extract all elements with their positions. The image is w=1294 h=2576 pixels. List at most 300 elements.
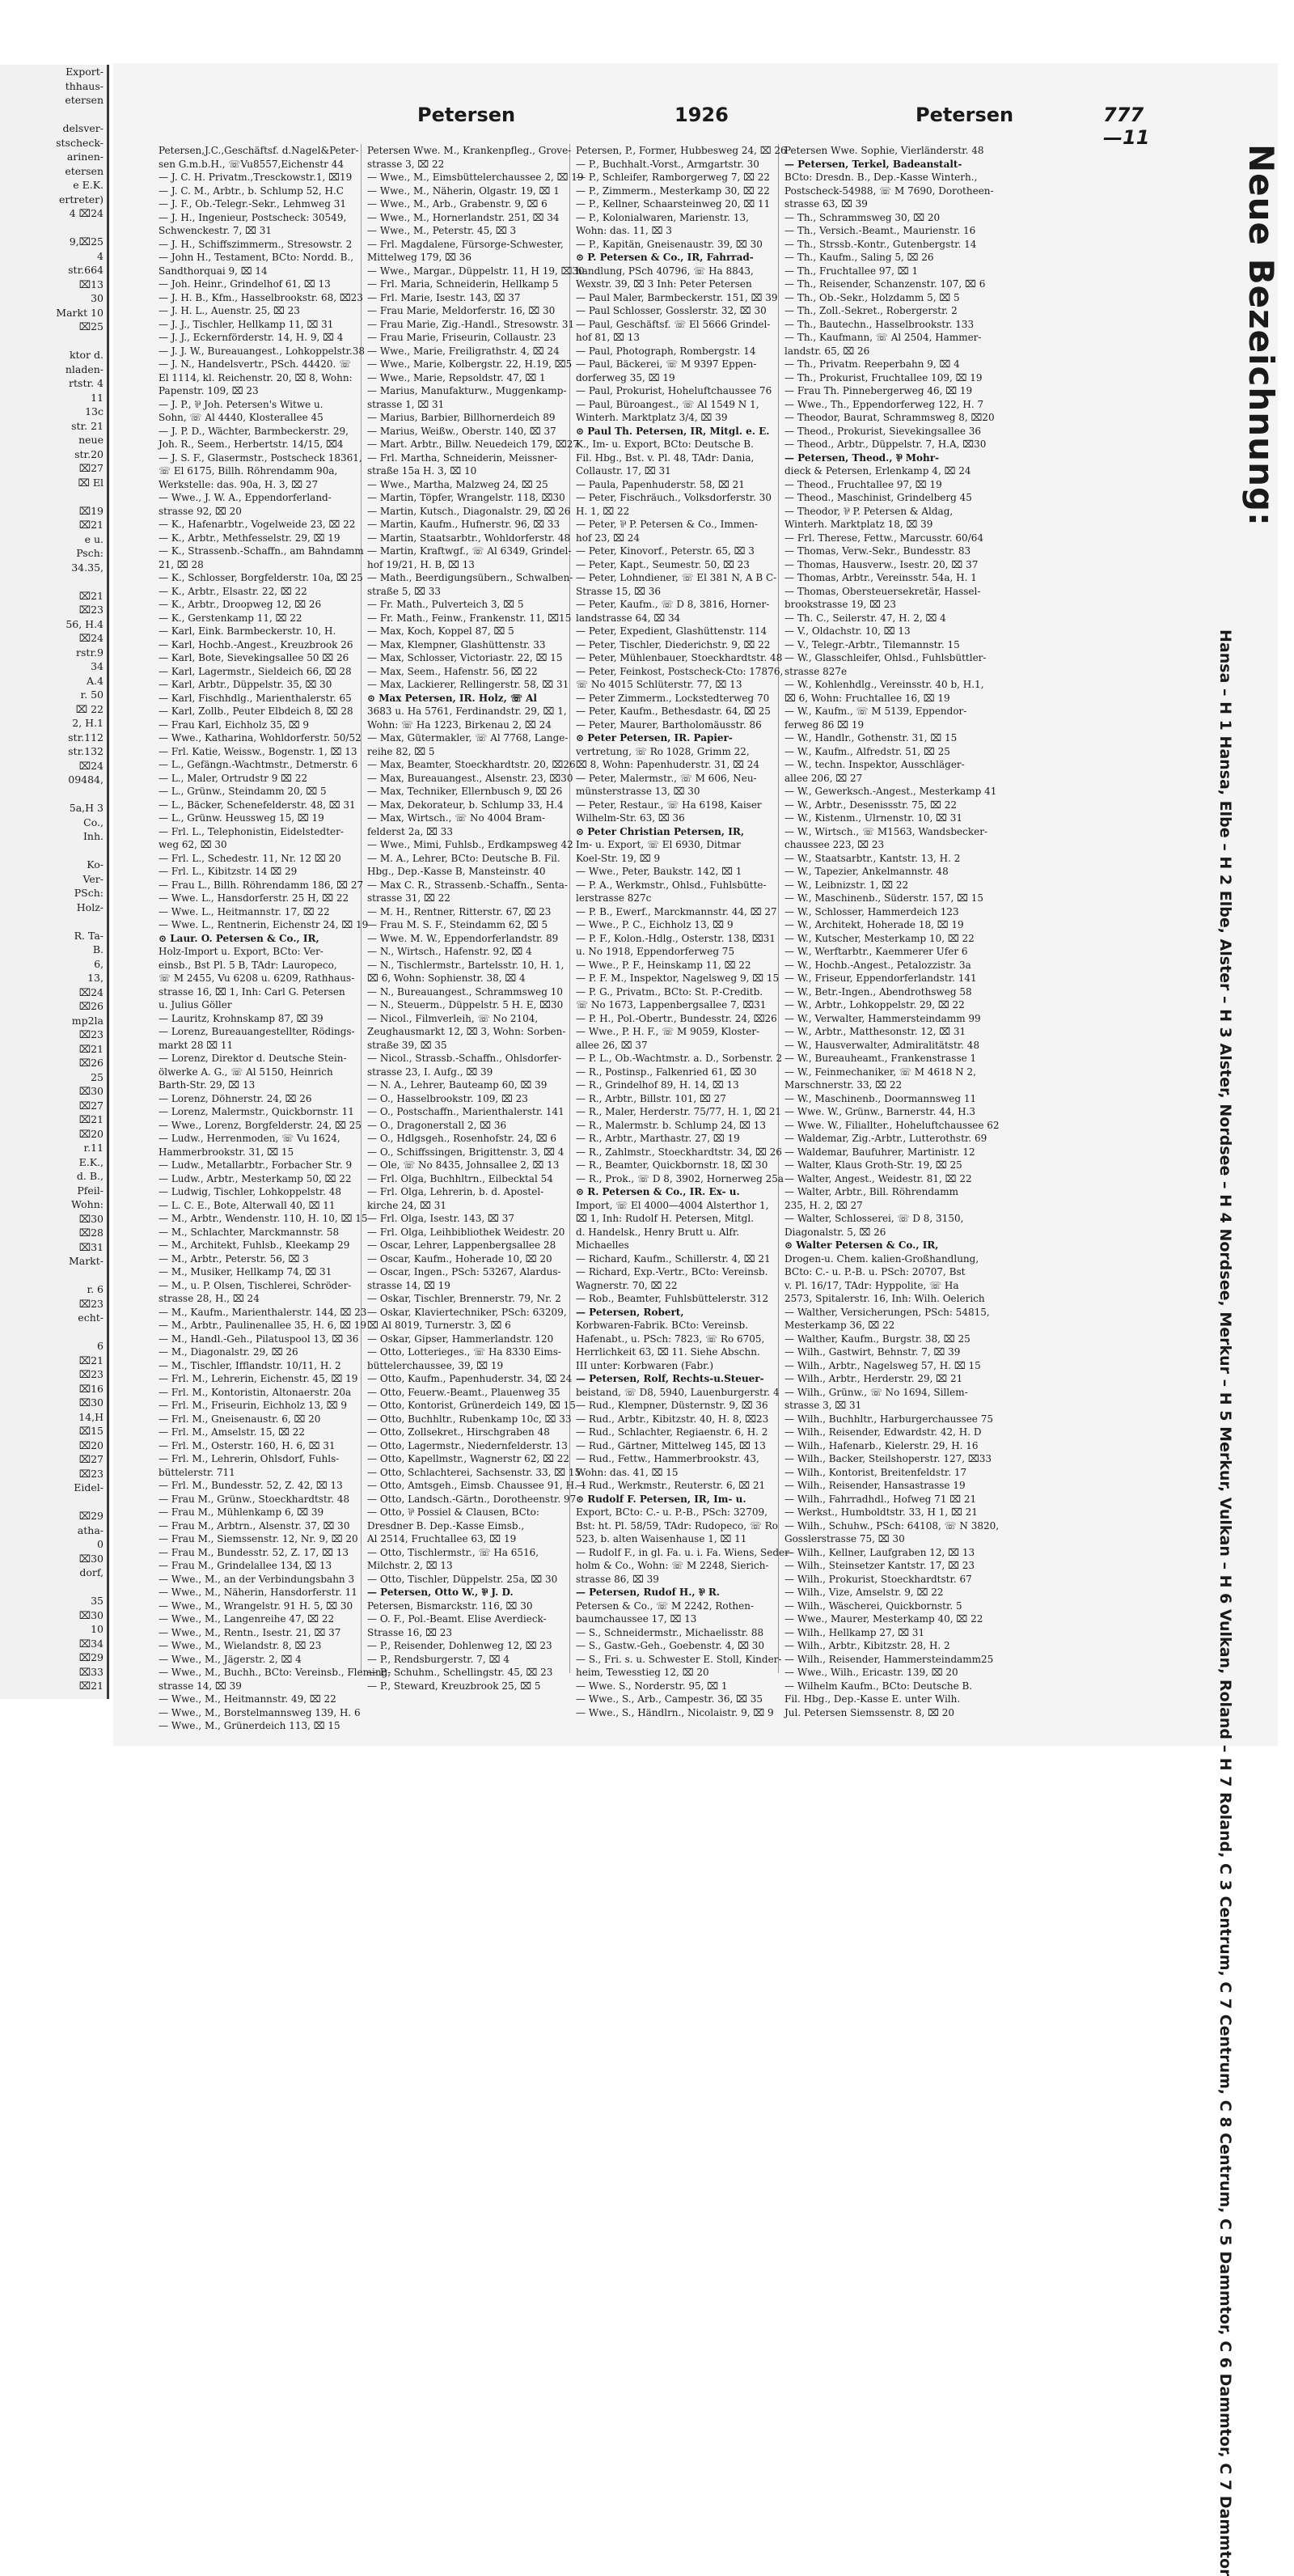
directory-entry: — M., Arbtr., Paulinenallee 35, H. 6, ⌧ 19 bbox=[159, 1320, 366, 1331]
directory-entry: Joh. R., Seem., Herbertstr. 14/15, ⌧4 bbox=[159, 439, 344, 450]
directory-entry: — Th., Kaufmann, ☏ Al 2504, Hammer- bbox=[784, 332, 982, 343]
directory-entry: — Peter, Kaufm., ☏ D 8, 3816, Horner- bbox=[576, 599, 770, 610]
directory-entry: — K., Strassenb.-Schaffn., am Bahndamm bbox=[159, 545, 364, 557]
directory-entry: — Waldemar, Zig.-Arbtr., Lutterothstr. 69 bbox=[784, 1133, 987, 1144]
directory-entry: — Frl. M., Osterstr. 160, H. 6, ⌧ 31 bbox=[159, 1439, 336, 1451]
previous-page-fragment: Export- bbox=[66, 66, 104, 78]
previous-page-fragment: ⌧30 bbox=[78, 1552, 104, 1565]
previous-page-fragment: ⌧27 bbox=[78, 1453, 104, 1465]
directory-entry: — J. H. L., Auenstr. 25, ⌧ 23 bbox=[159, 305, 300, 316]
directory-entry: — Petersen, Theod., ⅌ Mohr- bbox=[784, 451, 940, 464]
directory-entry: — Paul, Geschäftsf. ☏ El 5666 Grindel- bbox=[576, 318, 771, 330]
directory-column-2 bbox=[367, 144, 587, 1692]
directory-entry: — S., Gastw.-Geh., Goebenstr. 4, ⌧ 30 bbox=[576, 1640, 764, 1651]
previous-page-fragment: Ver- bbox=[82, 872, 104, 885]
directory-entry: — Theodor, ⅌ P. Petersen & Aldag, bbox=[784, 505, 954, 517]
directory-entry: — Peter, Mühlenbauer, Stoeckhardtstr. 48 bbox=[576, 652, 783, 663]
directory-entry: — Wwe. W., Grünw., Barnerstr. 44, H.3 bbox=[784, 1106, 976, 1117]
directory-entry: — M., Musiker, Hellkamp 74, ⌧ 31 bbox=[159, 1266, 332, 1277]
directory-entry: 523, b. alten Waisenhause 1, ⌧ 11 bbox=[576, 1533, 747, 1544]
directory-entry: — Lorenz, Döhnerstr. 24, ⌧ 26 bbox=[159, 1092, 312, 1104]
directory-entry: — Otto, Lotterieges., ☏ Ha 8330 Eims- bbox=[367, 1346, 561, 1358]
directory-entry: — Otto, Lagermstr., Niedernfelderstr. 13 bbox=[367, 1439, 568, 1451]
directory-entry: — R., Zahlmstr., Stoeckhardtstr. 34, ⌧ 26 bbox=[576, 1146, 782, 1158]
directory-entry: — Th., Strssb.-Kontr., Gutenbergstr. 14 bbox=[784, 238, 977, 250]
directory-entry: — P. G., Privatm., BCto: St. P.-Creditb. bbox=[576, 985, 763, 998]
previous-page-fragment: ⌧23 bbox=[78, 1467, 104, 1480]
directory-entry: — Frl. Marie, Isestr. 143, ⌧ 37 bbox=[367, 291, 521, 303]
directory-entry: — Wwe., M., Rentn., Isestr. 21, ⌧ 37 bbox=[159, 1626, 341, 1638]
directory-entry: Papenstr. 109, ⌧ 23 bbox=[159, 385, 259, 396]
directory-entry: — Lorenz, Direktor d. Deutsche Stein- bbox=[159, 1053, 347, 1064]
directory-entry: — Marius, Manufakturw., Muggenkamp- bbox=[367, 385, 567, 396]
directory-entry: — Wwe. W., Filiallter., Hoheluftchaussee 62 bbox=[784, 1119, 1000, 1131]
directory-entry: — John H., Testament, BCto: Nordd. B., bbox=[159, 252, 354, 263]
directory-entry: — Wilh., Reisender, Edwardstr. 42, H. D bbox=[784, 1426, 982, 1438]
previous-page-fragment: nladen- bbox=[65, 362, 104, 375]
directory-entry: — Walther, Versicherungen, PSch: 54815, bbox=[784, 1306, 990, 1318]
directory-entry: — O. F., Pol.-Beamt. Elise Averdieck- bbox=[367, 1613, 547, 1625]
directory-entry: — Thomas, Hausverw., Isestr. 20, ⌧ 37 bbox=[784, 558, 979, 570]
directory-entry: landstr. 65, ⌧ 26 bbox=[784, 345, 870, 357]
directory-entry: — Otto, Tischler, Düppelstr. 25a, ⌧ 30 bbox=[367, 1573, 558, 1585]
previous-page-fragment: Markt- bbox=[68, 1255, 104, 1267]
previous-page-fragment bbox=[0, 1325, 107, 1340]
directory-entry: — W., Staatsarbtr., Kantstr. 13, H. 2 bbox=[784, 852, 961, 864]
directory-entry: — Wilh., Gastwirt, Behnstr. 7, ⌧ 39 bbox=[784, 1346, 961, 1358]
directory-entry: — Wwe., Th., Eppendorferweg 122, H. 7 bbox=[784, 398, 984, 410]
previous-page-fragment: 11 bbox=[91, 391, 104, 404]
directory-entry: — Wwe., M., an der Verbindungsbahn 3 bbox=[159, 1573, 355, 1585]
directory-entry: — Paul, Büroangest., ☏ Al 1549 N 1, bbox=[576, 398, 759, 410]
previous-page-fragment: ⌧ 22 bbox=[75, 702, 104, 715]
previous-page-fragment bbox=[0, 221, 107, 235]
directory-entry: ⌧ 6, Wohn: Sophienstr. 38, ⌧ 4 bbox=[367, 972, 526, 984]
directory-entry: — Frl. M., Kontoristin, Altonaerstr. 20a bbox=[159, 1386, 352, 1398]
directory-entry: — W., Leibnizstr. 1, ⌧ 22 bbox=[784, 879, 909, 891]
directory-entry: — M., Schlachter, Marckmannstr. 58 bbox=[159, 1226, 340, 1238]
previous-page-fragment: 9,⌧25 bbox=[69, 235, 104, 248]
directory-entry: — Wwe., M., Wielandstr. 8, ⌧ 23 bbox=[159, 1640, 322, 1651]
directory-entry: H. 1, ⌧ 22 bbox=[576, 505, 630, 517]
directory-entry: — P., Kellner, Schaarsteinweg 20, ⌧ 11 bbox=[576, 198, 771, 210]
previous-page-fragment: ⌧20 bbox=[78, 1127, 104, 1140]
directory-entry: Korbwaren-Fabrik. BCto: Vereinsb. bbox=[576, 1320, 749, 1331]
previous-page-fragment: ⌧19 bbox=[78, 504, 104, 517]
directory-entry: vertretung, ☏ Ro 1028, Grimm 22, bbox=[576, 745, 750, 757]
directory-entry: markt 28 ⌧ 11 bbox=[159, 1039, 234, 1051]
directory-entry: — Wwe., S., Arb., Campestr. 36, ⌧ 35 bbox=[576, 1693, 763, 1705]
directory-entry: allee 206, ⌧ 27 bbox=[784, 772, 863, 784]
directory-entry: — Wwe., M., Wrangelstr. 91 H. 5, ⌧ 30 bbox=[159, 1599, 353, 1612]
directory-entry: — Petersen, Rolf, Rechts-u.Steuer- bbox=[576, 1373, 764, 1384]
directory-entry: landstrasse 64, ⌧ 34 bbox=[576, 612, 681, 624]
directory-entry: — S., Fri. s. u. Schwester E. Stoll, Kinder- bbox=[576, 1653, 782, 1665]
directory-entry: — Peter, Expedient, Glashüttenstr. 114 bbox=[576, 625, 768, 637]
directory-entry: — Marius, Weißw., Oberstr. 140, ⌧ 37 bbox=[367, 425, 556, 437]
directory-entry: — Otto, Kaufm., Papenhuderstr. 34, ⌧ 24 bbox=[367, 1373, 573, 1384]
directory-entry: — Oskar, Gipser, Hammerlandstr. 120 bbox=[367, 1332, 554, 1345]
directory-entry: holm & Co., Wohn: ☏ M 2248, Sierich- bbox=[576, 1560, 769, 1571]
directory-entry: — Th., Bautechn., Hasselbrookstr. 133 bbox=[784, 318, 975, 330]
directory-entry: — Frl. Olga, Isestr. 143, ⌧ 37 bbox=[367, 1213, 514, 1224]
directory-entry: — L., Bäcker, Schenefelderstr. 48, ⌧ 31 bbox=[159, 799, 356, 811]
directory-entry: — P., Zimmerm., Mesterkamp 30, ⌧ 22 bbox=[576, 184, 770, 197]
directory-entry: — Wilh., Wäscherei, Quickbornstr. 5 bbox=[784, 1599, 962, 1612]
directory-entry: Petersen, Bismarckstr. 116, ⌧ 30 bbox=[367, 1599, 533, 1612]
previous-page-fragment: ⌧23 bbox=[78, 1297, 104, 1310]
directory-entry: Drogen-u. Chem. kalien-Großhandlung, bbox=[784, 1252, 979, 1265]
directory-column-3 bbox=[576, 144, 793, 1718]
previous-page-fragment: ⌧31 bbox=[78, 1240, 104, 1253]
directory-entry: — Paul, Prokurist, Hoheluftchaussee 76 bbox=[576, 385, 772, 396]
directory-entry: einsb., Bst Pl. 5 B, TAdr: Lauropeco, bbox=[159, 959, 337, 971]
directory-entry: — P. F., Kolon.-Hdlg., Osterstr. 138, ⌧31 bbox=[576, 932, 776, 944]
directory-entry: — Wilh., Arbtr., Herderstr. 29, ⌧ 21 bbox=[784, 1373, 963, 1384]
previous-page-fragment: ⌧13 bbox=[78, 278, 104, 290]
directory-entry: — N. A., Lehrer, Bauteamp 60, ⌧ 39 bbox=[367, 1079, 548, 1091]
directory-entry: — Wilh., Fahrradhdl., Hofweg 71 ⌧ 21 bbox=[784, 1493, 977, 1505]
directory-entry: — Wilh., Backer, Steilshoperstr. 127, ⌧33 bbox=[784, 1453, 992, 1464]
previous-page-fragment: B. bbox=[92, 943, 104, 955]
previous-page-fragment bbox=[0, 334, 107, 349]
directory-entry: — Petersen, Terkel, Badeanstalt- bbox=[784, 158, 962, 170]
directory-entry: — Nicol., Strassb.-Schaffn., Ohlsdorfer- bbox=[367, 1053, 562, 1064]
directory-entry: — N., Steuerm., Düppelstr. 5 H. E, ⌧30 bbox=[367, 999, 564, 1010]
directory-entry: — M., Diagonalstr. 29, ⌧ 26 bbox=[159, 1346, 298, 1358]
directory-entry: strasse 63, ⌧ 39 bbox=[784, 198, 868, 210]
directory-entry: Al 2514, Fruchtallee 63, ⌧ 19 bbox=[367, 1533, 517, 1544]
directory-entry: — Walter, Schlosserei, ☏ D 8, 3150, bbox=[784, 1213, 964, 1224]
previous-page-fragment: rtstr. 4 bbox=[69, 377, 104, 389]
directory-entry: — Otto, Kapellmstr., Wagnerstr 62, ⌧ 22 bbox=[367, 1453, 569, 1464]
directory-entry: — Richard, Exp.-Vertr., BCto: Vereinsb. bbox=[576, 1266, 768, 1277]
directory-entry: — Frau M. S. F., Steindamm 62, ⌧ 5 bbox=[367, 919, 548, 930]
previous-page-fragment bbox=[0, 1495, 107, 1510]
directory-entry: — Wwe., P. H. F., ☏ M 9059, Kloster- bbox=[576, 1026, 760, 1037]
directory-entry: — Oscar, Ingen., PSch: 53267, Alardus- bbox=[367, 1266, 561, 1277]
directory-entry: — L., Gefängn.-Wachtmstr., Detmerstr. 6 bbox=[159, 759, 358, 770]
previous-page-fragment bbox=[0, 1580, 107, 1595]
directory-entry: Petersen Wwe. Sophie, Vierländerstr. 48 bbox=[784, 145, 984, 156]
directory-entry: — Theod., Fruchtallee 97, ⌧ 19 bbox=[784, 478, 942, 490]
directory-entry: — W., Schlosser, Hammerdeich 123 bbox=[784, 905, 959, 917]
directory-entry: — Otto, Landsch.-Gärtn., Dorotheenstr. 97 bbox=[367, 1493, 577, 1505]
directory-entry: Barth-Str. 29, ⌧ 13 bbox=[159, 1079, 256, 1091]
directory-entry: Petersen & Co., ☏ M 2242, Rothen- bbox=[576, 1599, 755, 1612]
directory-entry: — Wilh., Hellkamp 27, ⌧ 31 bbox=[784, 1626, 925, 1638]
directory-entry: strasse 14, ⌧ 39 bbox=[159, 1680, 242, 1692]
directory-entry: u. Julius Göller bbox=[159, 999, 232, 1010]
directory-entry: 235, H. 2, ⌧ 27 bbox=[784, 1199, 863, 1211]
directory-entry: — Frl. M., Gneisenaustr. 6, ⌧ 20 bbox=[159, 1413, 321, 1425]
directory-entry: — Richard, Kaufm., Schillerstr. 4, ⌧ 21 bbox=[576, 1252, 771, 1265]
directory-entry: — Mart. Arbtr., Billw. Neuedeich 179, ⌧27 bbox=[367, 439, 579, 450]
directory-entry: — Wwe., M., Eimsbüttelerchaussee 2, ⌧ 19 bbox=[367, 172, 584, 183]
previous-page-fragment: Holz- bbox=[76, 900, 104, 913]
directory-entry: — Frl. Maria, Schneiderin, Hellkamp 5 bbox=[367, 278, 559, 290]
directory-entry: — Wwe. S., Norderstr. 95, ⌧ 1 bbox=[576, 1680, 728, 1692]
directory-entry: Gosslerstrasse 75, ⌧ 30 bbox=[784, 1533, 905, 1544]
directory-entry: ☏ No 1673, Lappenbergsallee 7, ⌧31 bbox=[576, 999, 767, 1010]
directory-entry: — Petersen, Rudof H., ⅌ R. bbox=[576, 1587, 720, 1598]
directory-entry: — Frl. L., Telephonistin, Eidelstedter- bbox=[159, 825, 344, 837]
directory-entry: — O., Hasselbrookstr. 109, ⌧ 23 bbox=[367, 1092, 528, 1104]
previous-page-fragment: 13c bbox=[85, 405, 104, 417]
previous-page-fragment: ⌧16 bbox=[78, 1382, 104, 1395]
directory-entry: — V., Telegr.-Arbtr., Tilemannstr. 15 bbox=[784, 638, 960, 650]
previous-page-edge bbox=[0, 65, 109, 1699]
previous-page-fragment: str.20 bbox=[74, 447, 104, 460]
directory-entry: ⊙ P. Petersen & Co., IR, Fahrrad- bbox=[576, 252, 754, 263]
directory-entry: — Frl. Magdalene, Fürsorge-Schwester, bbox=[367, 238, 564, 250]
previous-page-fragment: etersen bbox=[65, 164, 104, 177]
directory-column-4 bbox=[784, 144, 1000, 1718]
directory-entry: Herrlichkeit 63, ⌧ 11. Siehe Abschn. bbox=[576, 1346, 760, 1358]
directory-entry: Petersen Wwe. M., Krankenpfleg., Grove- bbox=[367, 145, 572, 156]
previous-page-fragment bbox=[0, 108, 107, 122]
previous-page-fragment: PSch: bbox=[74, 887, 104, 899]
header-year: 1926 bbox=[674, 104, 729, 126]
directory-entry: — Wilh., Schuhw., PSch: 64108, ☏ N 3820, bbox=[784, 1519, 1000, 1532]
directory-entry: 21, ⌧ 28 bbox=[159, 558, 204, 570]
directory-entry: — M., Kaufm., Marienthalerstr. 144, ⌧ 23 bbox=[159, 1306, 367, 1318]
previous-page-fragment bbox=[0, 787, 107, 802]
directory-entry: — Werkst., Humboldtstr. 33, H 1, ⌧ 21 bbox=[784, 1506, 978, 1518]
directory-entry: — Wwe., M., Grünerdeich 113, ⌧ 15 bbox=[159, 1720, 340, 1731]
directory-entry: ☏ No 4015 Schlüterstr. 77, ⌧ 13 bbox=[576, 679, 742, 690]
directory-entry: — P. H., Pol.-Obertr., Bundesstr. 24, ⌧26 bbox=[576, 1012, 777, 1024]
directory-entry: — Max, Dekorateur, b. Schlump 33, H.4 bbox=[367, 799, 564, 811]
directory-entry: — Wilh., Steinsetzer Kantstr. 17, ⌧ 23 bbox=[784, 1560, 975, 1571]
previous-page-fragment: ⌧ El bbox=[78, 476, 104, 489]
previous-page-fragment: 6, bbox=[94, 957, 104, 970]
directory-entry: — Th., Privatm. Reeperbahn 9, ⌧ 4 bbox=[784, 358, 960, 370]
directory-entry: BCto: C.- u. P.-B. u. PSch: 20707, Bst bbox=[784, 1266, 966, 1277]
directory-entry: strasse 28, H., ⌧ 24 bbox=[159, 1293, 260, 1304]
directory-entry: — Ludw., Herrenmoden, ☏ Vu 1624, bbox=[159, 1133, 340, 1144]
previous-page-fragment: ⌧24 bbox=[78, 759, 104, 772]
directory-entry: — Max, Klempner, Glashüttenstr. 33 bbox=[367, 638, 546, 650]
directory-entry: — Wwe., S., Händlrn., Nicolaistr. 9, ⌧ 9 bbox=[576, 1706, 774, 1718]
directory-entry: — Frl. Martha, Schneiderin, Meissner- bbox=[367, 451, 558, 464]
previous-page-fragment: ⌧21 bbox=[78, 1680, 104, 1692]
directory-entry: — J. J. W., Bureauangest., Lohkoppelstr.38 bbox=[159, 345, 366, 357]
previous-page-fragment: ⌧28 bbox=[78, 1227, 104, 1239]
directory-entry: — Theodor, Baurat, Schrammsweg 8, ⌧20 bbox=[784, 412, 995, 423]
previous-page-fragment bbox=[0, 574, 107, 589]
directory-entry: — R., Malermstr. b. Schlump 24, ⌧ 13 bbox=[576, 1119, 767, 1131]
directory-entry: — W., Arbtr., Matthesonstr. 12, ⌧ 31 bbox=[784, 1026, 966, 1037]
directory-entry: Wexstr. 39, ⌧ 3 Inh: Peter Petersen bbox=[576, 278, 752, 290]
directory-entry: — Theod., Maschinist, Grindelberg 45 bbox=[784, 492, 972, 503]
directory-entry: Wilhelm-Str. 63, ⌧ 36 bbox=[576, 812, 685, 824]
directory-entry: — W., Maschinenb., Doormannsweg 11 bbox=[784, 1092, 977, 1104]
directory-entry: 3683 u. Ha 5761, Ferdinandstr. 29, ⌧ 1, bbox=[367, 705, 567, 717]
directory-entry: — O., Postschaffn., Marienthalerstr. 141 bbox=[367, 1106, 565, 1117]
directory-entry: — W., Arbtr., Lohkoppelstr. 29, ⌧ 22 bbox=[784, 999, 965, 1010]
directory-entry: — K., Arbtr., Droopweg 12, ⌧ 26 bbox=[159, 599, 322, 610]
directory-entry: — Rob., Beamter, Fuhlsbüttelerstr. 312 bbox=[576, 1293, 769, 1304]
directory-entry: — Martin, Kutsch., Diagonalstr. 29, ⌧ 26 bbox=[367, 505, 571, 517]
previous-page-fragment: ⌧23 bbox=[78, 604, 104, 616]
previous-page-fragment: Markt 10 bbox=[56, 306, 104, 319]
directory-entry: v. Pl. 16/17, TAdr: Hyppolite, ☏ Ha bbox=[784, 1279, 959, 1291]
directory-entry: strasse 31, ⌧ 22 bbox=[367, 892, 450, 904]
previous-page-fragment: 4 bbox=[97, 249, 104, 262]
sidebar-exchange-list: Hansa – H 1 Hansa, Elbe – H 2 Elbe, Alster – H 3 Alster, Nordsee – H 4 Nordsee, Merkur – H 5 Merkur, Vulkan – H 6 Vulkan, Roland – H 7 Roland, C 3 Centrum, C 7 Centrum, C 8 Centrum, C 5 Dammtor, C 6 Dammtor, C 7 Dammtor bbox=[1216, 629, 1234, 2576]
directory-entry: — Paula, Papenhuderstr. 58, ⌧ 21 bbox=[576, 478, 745, 490]
directory-entry: büttelerstr. 711 bbox=[159, 1466, 235, 1478]
directory-entry: — Max, Seem., Hafenstr. 56, ⌧ 22 bbox=[367, 665, 538, 677]
directory-entry: — Wilh., Arbtr., Nagelsweg 57, H. ⌧ 15 bbox=[784, 1359, 981, 1371]
directory-entry: Export, BCto: C.- u. P.-B., PSch: 32709, bbox=[576, 1506, 768, 1518]
directory-entry: — Max, Gütermakler, ☏ Al 7768, Lange- bbox=[367, 732, 569, 744]
directory-entry: ⊙ Laur. O. Petersen & Co., IR, bbox=[159, 932, 319, 944]
directory-entry: — Th., Zoll.-Sekret., Robergerstr. 2 bbox=[784, 305, 958, 316]
directory-entry: — J. N., Handelsvertr., PSch. 44420. ☏ bbox=[159, 358, 352, 370]
directory-entry: Strasse 15, ⌧ 36 bbox=[576, 585, 661, 597]
directory-entry: Wohn: ☏ Ha 1223, Birkenau 2, ⌧ 24 bbox=[367, 718, 552, 731]
directory-entry: — Wwe., J. W. A., Eppendorferland- bbox=[159, 492, 332, 503]
directory-entry: — Wwe., M., Näherin, Olgastr. 19, ⌧ 1 bbox=[367, 184, 560, 197]
directory-entry: — W., Bureauheamt., Frankenstrasse 1 bbox=[784, 1053, 977, 1064]
directory-entry: — V., Oldachstr. 10, ⌧ 13 bbox=[784, 625, 911, 637]
directory-entry: — Ludwig, Tischler, Lohkoppelstr. 48 bbox=[159, 1186, 342, 1197]
directory-entry: — Frau M., Siemssenstr. 12, Nr. 9, ⌧ 20 bbox=[159, 1533, 358, 1544]
directory-entry: — W., Handlr., Gothenstr. 31, ⌧ 15 bbox=[784, 732, 958, 744]
directory-entry: straße 15a H. 3, ⌧ 10 bbox=[367, 465, 477, 477]
directory-entry: — P. B., Ewerf., Marckmannstr. 44, ⌧ 27 bbox=[576, 905, 777, 917]
directory-entry: — Max, Schlosser, Victoriastr. 22, ⌧ 15 bbox=[367, 652, 563, 663]
previous-page-fragment: ⌧33 bbox=[78, 1665, 104, 1678]
directory-entry: — W., Kistenm., Ulrnenstr. 10, ⌧ 31 bbox=[784, 812, 963, 824]
directory-entry: ölwerke A. G., ☏ Al 5150, Heinrich bbox=[159, 1066, 333, 1078]
directory-entry: — Wwe., M., Buchh., BCto: Vereinsb., Fleming- bbox=[159, 1667, 391, 1678]
directory-entry: — L., Grünw. Heussweg 15, ⌧ 19 bbox=[159, 812, 324, 824]
directory-entry: Hammerbrookstr. 31, ⌧ 15 bbox=[159, 1146, 294, 1158]
directory-entry: — Wwe., Marie, Repsoldstr. 47, ⌧ 1 bbox=[367, 371, 546, 383]
directory-column-1 bbox=[159, 144, 391, 1731]
directory-entry: Strasse 16, ⌧ 23 bbox=[367, 1626, 452, 1638]
previous-page-fragment: Pfeil- bbox=[77, 1184, 104, 1197]
previous-page-fragment: d. B., bbox=[76, 1170, 104, 1182]
previous-page-fragment: R. Ta- bbox=[74, 929, 104, 942]
directory-entry: Fil. Hbg., Bst. v. Pl. 48, TAdr: Dania, bbox=[576, 451, 755, 464]
directory-entry: — J. J., Tischler, Hellkamp 11, ⌧ 31 bbox=[159, 318, 334, 330]
directory-entry: — R., Postinsp., Falkenried 61, ⌧ 30 bbox=[576, 1066, 757, 1078]
directory-entry: reihe 82, ⌧ 5 bbox=[367, 745, 435, 757]
directory-entry: — Wilh., Prokurist, Stoeckhardtstr. 67 bbox=[784, 1573, 972, 1585]
directory-entry: — Petersen, Otto W., ⅌ J. D. bbox=[367, 1587, 514, 1598]
previous-page-fragment: ⌧25 bbox=[78, 320, 104, 333]
directory-entry: — Wwe., Katharina, Wohldorferstr. 50/52 bbox=[159, 732, 362, 744]
directory-entry: — Otto, ⅌ Possiel & Clausen, BCto: bbox=[367, 1506, 539, 1518]
directory-entry: — J. H., Schiffszimmerm., Stresowstr. 2 bbox=[159, 238, 353, 250]
directory-entry: — W., Maschinenb., Süderstr. 157, ⌧ 15 bbox=[784, 892, 984, 904]
directory-entry: — Martin, Kraftwgf., ☏ Al 6349, Grindel- bbox=[367, 545, 572, 557]
directory-entry: — Wilh., Arbtr., Kibitzstr. 28, H. 2 bbox=[784, 1640, 950, 1651]
previous-page-fragment: e E.K. bbox=[73, 179, 104, 191]
directory-entry: handlung, PSch 40796, ☏ Ha 8843, bbox=[576, 265, 754, 277]
previous-page-fragment: rstr.9 bbox=[76, 646, 104, 659]
header-surname-left: Petersen bbox=[417, 104, 516, 126]
directory-entry: — J. S. F., Glasermstr., Postscheck 18361, bbox=[159, 451, 362, 464]
directory-entry: — Oscar, Lehrer, Lappenbergsallee 28 bbox=[367, 1239, 556, 1251]
directory-entry: — L., Maler, Ortrudstr 9 ⌧ 22 bbox=[159, 772, 308, 784]
directory-entry: dieck & Petersen, Erlenkamp 4, ⌧ 24 bbox=[784, 465, 971, 477]
directory-entry: — Paul Maler, Barmbeckerstr. 151, ⌧ 39 bbox=[576, 291, 778, 303]
directory-entry: — Wwe., Peter, Baukstr. 142, ⌧ 1 bbox=[576, 866, 742, 877]
directory-entry: — Peter, Feinkost, Postscheck-Cto: 17876, bbox=[576, 665, 784, 677]
page-header bbox=[159, 104, 1153, 149]
directory-entry: — Wilh., Kellner, Laufgraben 12, ⌧ 13 bbox=[784, 1546, 975, 1558]
sidebar-title: Neue Bezeichnung: bbox=[1241, 144, 1281, 527]
directory-entry: — W., Kaufm., Alfredstr. 51, ⌧ 25 bbox=[784, 745, 950, 757]
directory-entry: Holz-Import u. Export, BCto: Ver- bbox=[159, 946, 324, 957]
directory-entry: strasse 23, I. Aufg., ⌧ 39 bbox=[367, 1066, 493, 1078]
directory-entry: — Peter, Maurer, Bartholomäusstr. 86 bbox=[576, 718, 762, 731]
directory-entry: strasse 1, ⌧ 31 bbox=[367, 398, 445, 410]
directory-entry: Postscheck-54988, ☏ M 7690, Dorotheen- bbox=[784, 184, 994, 197]
directory-entry: — Frl. M., Lehrerin, Eichenstr. 45, ⌧ 19 bbox=[159, 1373, 358, 1384]
directory-entry: Marschnerstr. 33, ⌧ 22 bbox=[784, 1079, 903, 1091]
previous-page-fragment bbox=[0, 844, 107, 858]
previous-page-fragment: ⌧21 bbox=[78, 589, 104, 602]
directory-entry: ⊙ Paul Th. Petersen, IR, Mitgl. e. E. bbox=[576, 425, 770, 437]
directory-entry: Import, ☏ El 4000—4004 Alsterthor 1, bbox=[576, 1199, 769, 1211]
directory-entry: Wagnerstr. 70, ⌧ 22 bbox=[576, 1279, 678, 1291]
previous-page-fragment: e u. bbox=[84, 532, 104, 545]
directory-entry: — Wwe., P. F., Heinskamp 11, ⌧ 22 bbox=[576, 959, 751, 971]
directory-entry: — Frau M., Grünw., Stoeckhardtstr. 48 bbox=[159, 1493, 350, 1505]
directory-entry: — J. P. D., Wächter, Barmbeckerstr. 29, bbox=[159, 425, 349, 437]
previous-page-fragment bbox=[0, 914, 107, 929]
directory-entry: — Otto, Feuerw.-Beamt., Plauenweg 35 bbox=[367, 1386, 560, 1398]
previous-page-fragment: echt- bbox=[78, 1311, 104, 1324]
directory-entry: — Wwe. L., Rentnerin, Eichenstr 24, ⌧ 19 bbox=[159, 919, 369, 930]
directory-entry: straße 5, ⌧ 33 bbox=[367, 585, 441, 597]
previous-page-fragment: thhaus- bbox=[65, 79, 104, 92]
directory-entry: — Rud., Fettw., Hammerbrookstr. 43, bbox=[576, 1453, 759, 1464]
directory-entry: — Waldemar, Baufuhrer, Martinistr. 12 bbox=[784, 1146, 975, 1158]
directory-entry: Zeughausmarkt 12, ⌧ 3, Wohn: Sorben- bbox=[367, 1026, 566, 1037]
previous-page-fragment: ⌧34 bbox=[78, 1637, 104, 1650]
directory-entry: straße 39, ⌧ 35 bbox=[367, 1039, 447, 1051]
directory-entry: — Lorenz, Bureauangestellter, Rödings- bbox=[159, 1026, 355, 1037]
directory-entry: — M. A., Lehrer, BCto: Deutsche B. Fil. bbox=[367, 852, 560, 864]
previous-page-fragment: ⌧21 bbox=[78, 519, 104, 531]
directory-entry: — Th. C., Seilerstr. 47, H. 2, ⌧ 4 bbox=[784, 612, 946, 624]
directory-entry: — Wwe. L., Hansdorferstr. 25 H, ⌧ 22 bbox=[159, 892, 349, 904]
previous-page-fragment: ⌧30 bbox=[78, 1085, 104, 1097]
directory-entry: — P. L., Ob.-Wachtmstr. a. D., Sorbenstr. 2 bbox=[576, 1053, 783, 1064]
directory-entry: — Frau Marie, Meldorferstr. 16, ⌧ 30 bbox=[367, 305, 556, 316]
directory-entry: — P., Schuhm., Schellingstr. 45, ⌧ 23 bbox=[367, 1667, 553, 1678]
directory-entry: — Otto, Amtsgeh., Eimsb. Chaussee 91, H. 1 bbox=[367, 1480, 587, 1491]
directory-entry: Petersen,J.C.,Geschäftsf. d.Nagel&Peter- bbox=[159, 145, 359, 156]
directory-entry: — Walter, Arbtr., Bill. Röhrendamm bbox=[784, 1186, 958, 1197]
previous-page-fragment: Inh. bbox=[82, 830, 104, 842]
directory-entry: — W., Werftarbtr., Kaemmerer Ufer 6 bbox=[784, 946, 968, 957]
directory-entry: — Fr. Math., Pulverteich 3, ⌧ 5 bbox=[367, 599, 524, 610]
directory-entry: — W., Hausverwalter, Admiralitätstr. 48 bbox=[784, 1039, 980, 1051]
previous-page-fragment: ⌧27 bbox=[78, 462, 104, 474]
directory-entry: — N., Wirtsch., Hafenstr. 92, ⌧ 4 bbox=[367, 946, 532, 957]
previous-page-fragment: 4 ⌧24 bbox=[69, 207, 104, 219]
previous-page-fragment: atha- bbox=[77, 1523, 104, 1536]
directory-entry: — W., Kaufm., ☏ M 5139, Eppendor- bbox=[784, 705, 967, 717]
